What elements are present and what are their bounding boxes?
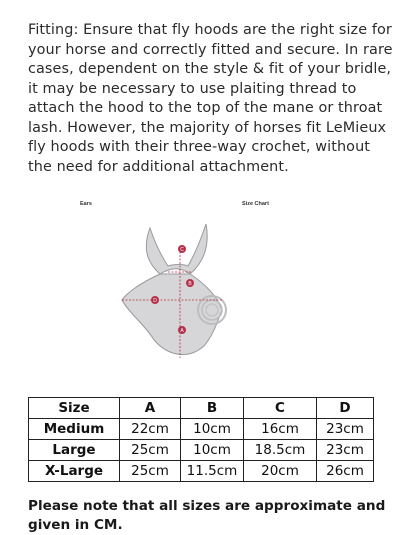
cell-b: 10cm	[181, 440, 244, 461]
size-chart-label: Size Chart	[242, 201, 269, 207]
marker-c	[178, 245, 186, 253]
cell-a: 25cm	[120, 440, 181, 461]
cell-c: 20cm	[244, 461, 317, 482]
fly-hood-shape	[122, 224, 222, 355]
marker-a	[178, 326, 186, 334]
table-row	[29, 461, 374, 482]
fitting-description: Fitting: Ensure that fly hoods are the right size for your horse and correctly fitted and secure. In rare cases, dependent on the style & fit of your bridle, it may be necessary to use plaiting thread to attach the hood to the top of the mane or throat lash. However, the majority of horses fit LeMieux fly hoods with their three-way crochet, without the need for additional attachment.	[28, 22, 393, 175]
size-table	[28, 397, 374, 482]
cell-d: 23cm	[317, 419, 374, 440]
header-a: A	[120, 398, 181, 419]
row-size: Medium	[29, 419, 120, 440]
table-row	[29, 440, 374, 461]
row-size: X-Large	[29, 461, 120, 482]
cell-d: 23cm	[317, 440, 374, 461]
row-size: Large	[29, 440, 120, 461]
cell-b: 11.5cm	[181, 461, 244, 482]
cell-c: 18.5cm	[244, 440, 317, 461]
svg-text:D: D	[153, 298, 157, 304]
header-b: B	[181, 398, 244, 419]
ears-label: Ears	[80, 201, 92, 207]
cell-a: 22cm	[120, 419, 181, 440]
marker-b	[186, 279, 194, 287]
cell-b: 10cm	[181, 419, 244, 440]
fly-hood-diagram	[118, 216, 248, 376]
cell-a: 25cm	[120, 461, 181, 482]
svg-text:C: C	[180, 247, 184, 253]
header-c: C	[244, 398, 317, 419]
table-row	[29, 419, 374, 440]
svg-text:A: A	[180, 328, 184, 334]
header-d: D	[317, 398, 374, 419]
table-header-row	[29, 398, 374, 419]
cell-c: 16cm	[244, 419, 317, 440]
cell-d: 26cm	[317, 461, 374, 482]
sizing-note: Please note that all sizes are approximate and given in CM.	[28, 497, 386, 533]
marker-d	[151, 296, 159, 304]
header-size: Size	[29, 398, 120, 419]
svg-text:B: B	[188, 281, 192, 287]
